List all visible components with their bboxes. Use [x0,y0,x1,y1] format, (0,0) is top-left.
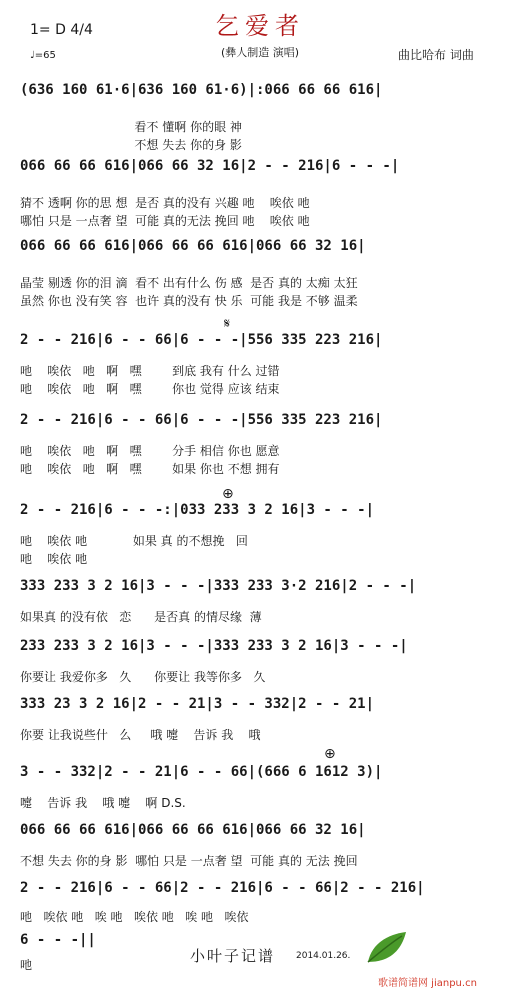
lyric-line-1: 看不 懂啊 你的眼 神 [20,120,242,134]
notation-line: 066 66 66 616|066 66 66 616|066 66 32 16| [20,822,366,838]
notation-line: 066 66 66 616|066 66 32 16|2 - - 216|6 - - -| [20,158,400,174]
lyric-line-2: 吔 唉依 吔 [20,552,88,566]
lyric-line-1: 猜不 透啊 你的思 想 是否 真的没有 兴趣 吔 唉依 吔 [20,196,310,210]
lyric-line-1: 晶莹 剔透 你的泪 滴 看不 出有什么 伤 感 是否 真的 太痴 太狂 [20,276,358,290]
transcriber-signature: 小叶子记谱 [190,947,276,965]
notation-line: 233 233 3 2 16|3 - - -|333 233 3 2 16|3 - - -| [20,638,408,654]
lyric-line-2: 吔 唉依 吔 啊 嘿 如果 你也 不想 拥有 [20,462,280,476]
lyric-line-1: 吔 唉依 吔 啊 嘿 分手 相信 你也 愿意 [20,444,280,458]
transcription-date: 2014.01.26. [296,951,351,961]
lyric-line-1: 你要 让我说些什 么 哦 嚏 告诉 我 哦 [20,728,261,742]
lyric-line-1: 嚏 告诉 我 哦 嚏 啊 D.S. [20,796,186,810]
coda-symbol: ⊕ [324,746,336,762]
tempo-mark: ♩=65 [30,50,56,61]
notation-line: 066 66 66 616|066 66 66 616|066 66 32 16| [20,238,366,254]
lyric-line-1: 如果真 的没有依 恋 是否真 的情尽缘 薄 [20,610,262,624]
segno-symbol: 𝄋 [224,316,231,332]
lyric-line-1: 吔 唉依 吔 如果 真 的不想挽 回 [20,534,248,548]
notation-line: 333 23 3 2 16|2 - - 21|3 - - 332|2 - - 21| [20,696,375,712]
lyric-line-2: 不想 失去 你的身 影 [20,138,242,152]
notation-line: (636 160 61·6|636 160 61·6)|:066 66 66 616| [20,82,383,98]
leaf-icon [362,928,410,968]
notation-line: 3 - - 332|2 - - 21|6 - - 66|(666 6 1612 3)| [20,764,383,780]
song-title: 乞爱者 [215,12,305,40]
lyric-line-2: 虽然 你也 没有笑 容 也许 真的没有 快 乐 可能 我是 不够 温柔 [20,294,358,308]
lyric-line-1: 不想 失去 你的身 影 哪怕 只是 一点奢 望 可能 真的 无法 挽回 [20,854,358,868]
notation-line: 2 - - 216|6 - - 66|2 - - 216|6 - - 66|2 - - 216| [20,880,425,896]
notation-line: 2 - - 216|6 - - -:|033 233 3 2 16|3 - - -| [20,502,375,518]
lyric-line-1: 你要让 我爱你多 久 你要让 我等你多 久 [20,670,266,684]
lyric-line-2: 吔 唉依 吔 啊 嘿 你也 觉得 应该 结束 [20,382,280,396]
lyric-line-1: 吔 [20,958,33,972]
credits: 曲比哈布 词曲 [398,48,474,62]
lyric-line-1: 吔 唉依 吔 唉 吔 唉依 吔 唉 吔 唉依 [20,910,249,924]
notation-line: 333 233 3 2 16|3 - - -|333 233 3·2 216|2 - - -| [20,578,417,594]
coda-symbol: ⊕ [222,486,234,502]
notation-line: 2 - - 216|6 - - 66|6 - - -|556 335 223 216| [20,412,383,428]
notation-line: 2 - - 216|6 - - 66|6 - - -|556 335 223 216| [20,332,383,348]
lyric-line-1: 吔 唉依 吔 啊 嘿 到底 我有 什么 过错 [20,364,280,378]
song-subtitle: (彝人制造 演唱) [220,46,300,59]
notation-line: 6 - - -|| [20,932,96,948]
key-signature: 1= D 4/4 [30,22,93,38]
lyric-line-2: 哪怕 只是 一点奢 望 可能 真的无法 挽回 吔 唉依 吔 [20,214,310,228]
site-watermark: 歌谱简谱网 jianpu.cn [378,978,477,989]
